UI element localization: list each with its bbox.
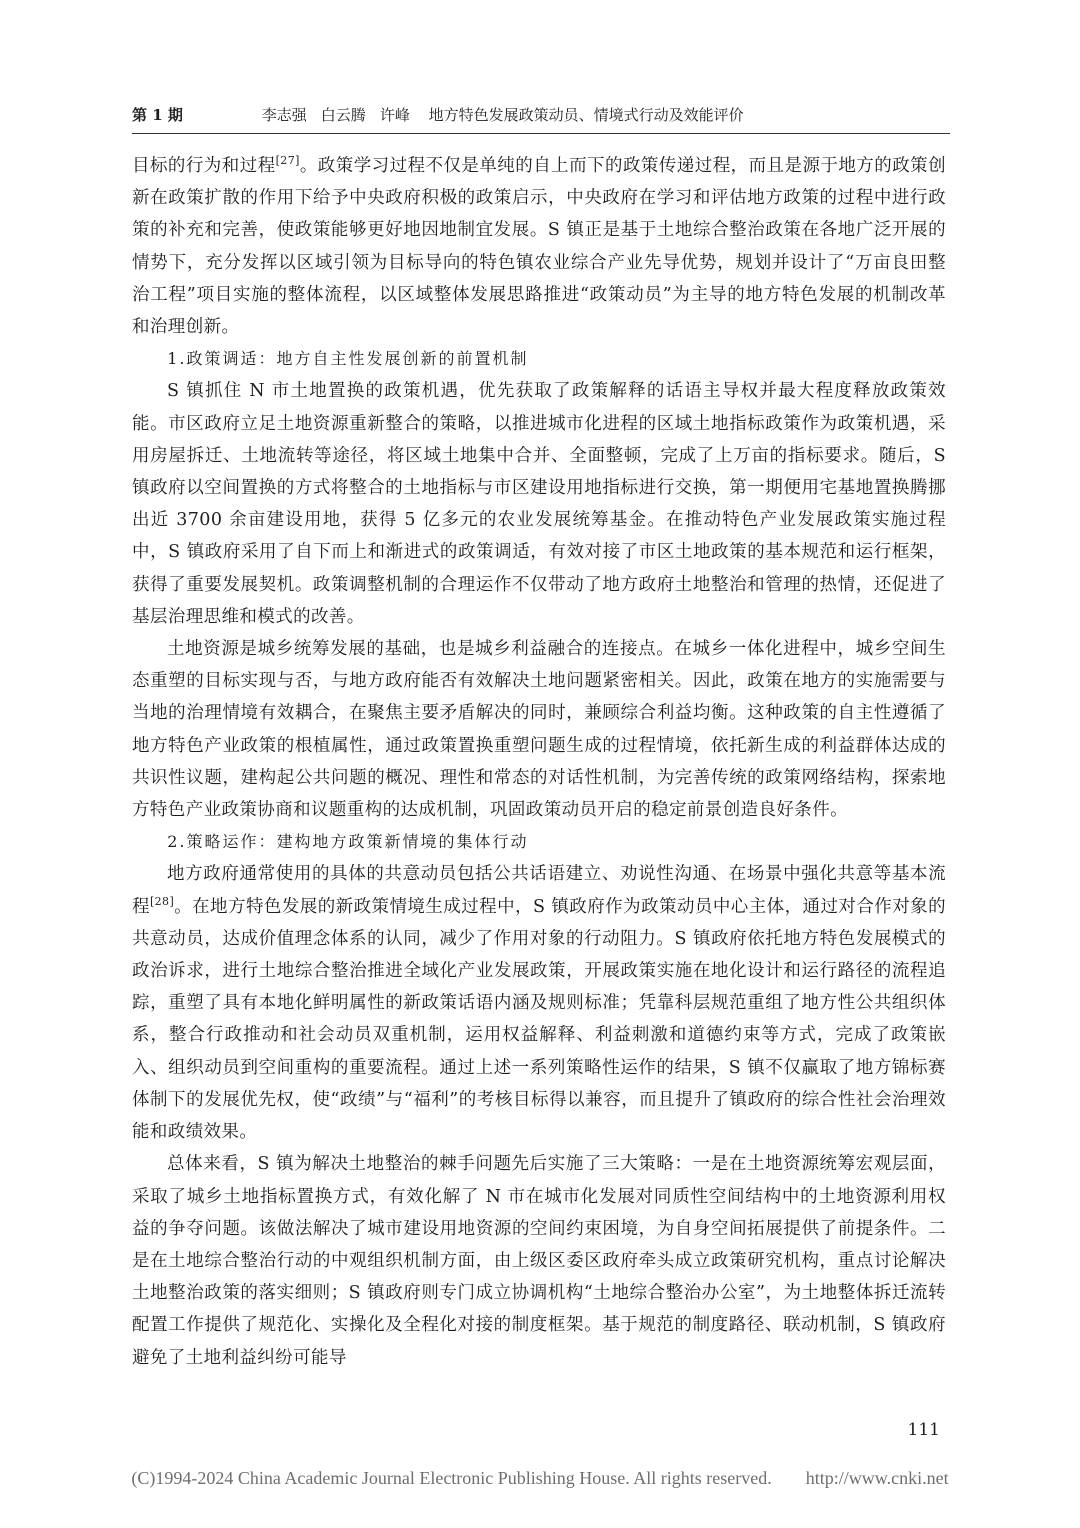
citation-ref: [27] [275,154,300,168]
paragraph-text: 。政策学习过程不仅是单纯的自上而下的政策传递过程，而且是源于地方的政策创新在政策扩散的作用下给予中央政府积极的政策启示，中央政府在学习和评估地方政策的过程中进行政策的补充和完善，使政策能够更好地因地制宜发展。S 镇正是基于土地综合整治政策在各地广泛开展的情势下，充分发挥以区域引领为目标导向的特色镇农业综合产业先导优势，规划并设计了“万亩良田整治工程”项目实施的整体流程，以区域整体发展思路推进“政策动员”为主导的地方特色发展的机制改革和治理创新。 [132,156,946,338]
site-url: http://www.cnki.net [805,1468,949,1488]
author-name: 许峰 [379,106,410,124]
paragraph [132,150,946,343]
section-heading: 2.策略运作：建构地方政策新情境的集体行动 [167,832,529,852]
header-rule [132,133,950,134]
paragraph-text: 目标的行为和过程 [132,156,276,176]
issue-number: 第 1 期 [132,106,183,124]
paragraph-text: 地方政府通常使用的具体的共意动员包括公共话语建立、劝说性沟通、在场景中强化共意等基本流程 [132,864,946,917]
paragraph [132,858,946,1148]
paragraph: 土地资源是城乡统筹发展的基础，也是城乡利益融合的连接点。在城乡一体化进程中，城乡空间生态重塑的目标实现与否，与地方政府能否有效解决土地问题紧密相关。因此，政策在地方的实施需要与当地的治理情境有效耦合，在聚焦主要矛盾解决的同时，兼顾综合利益均衡。这种政策的自主性遵循了地方特色产业政策的根植属性，通过政策置换重塑问题生成的过程情境，依托新生成的利益群体达成的共识性议题，建构起公共问题的概况、理性和常态的对话性机制，为完善传统的政策网络结构，探索地方特色产业政策协商和议题重构的达成机制，巩固政策动员开启的稳定前景创造良好条件。 [132,639,946,821]
section-heading: 1.政策调适：地方自主性发展创新的前置机制 [167,349,529,369]
running-header [132,104,950,126]
citation-ref: [28] [149,894,175,908]
author-name: 白云腾 [320,106,366,124]
article-body [132,150,946,1374]
copyright-text: (C)1994-2024 China Academic Journal Electronic Publishing House. All rights reserved. [131,1468,772,1488]
running-title: 地方特色发展政策动员、情境式行动及效能评价 [428,106,744,124]
paragraph: 总体来看，S 镇为解决土地整治的棘手问题先后实施了三大策略：一是在土地资源统筹宏观层面，采取了城乡土地指标置换方式，有效化解了 N 市在城市化发展对同质性空间结构中的土地资源利用权益的争夺问题。该做法解决了城市建设用地资源的空间约束困境，为自身空间拓展提供了前提条件。二是在土地综合整治行动的中观组织机制方面，由上级区委区政府牵头成立政策研究机构，重点讨论解决土地整治政策的落实细则；S 镇政府则专门成立协调机构“土地综合整治办公室”，为土地整体拆迁流转配置工作提供了规范化、实操化及全程化对接的制度框架。基于规范的制度路径、联动机制，S 镇政府避免了土地利益纠纷可能导 [132,1154,946,1368]
copyright-footer [0,1468,1080,1489]
author-name: 李志强 [261,106,307,124]
page-number: 111 [907,1420,940,1440]
paragraph-text: 。在地方特色发展的新政策情境生成过程中，S 镇政府作为政策动员中心主体，通过对合作对象的共意动员，达成价值理念体系的认同，减少了作用对象的行动阻力。S 镇政府依托地方特色发展模式的政治诉求，进行土地综合整治推进全域化产业发展政策，开展政策实施在地化设计和运行路径的流程追踪，重塑了具有本地化鲜明属性的新政策话语内涵及规则标准；凭靠科层规范重组了地方性公共组织体系，整合行政推动和社会动员双重机制，运用权益解释、利益刺激和道德约束等方式，完成了政策嵌入、组织动员到空间重构的重要流程。通过上述一系列策略性运作的结果，S 镇不仅赢取了地方锦标赛体制下的发展优先权，使“政绩”与“福利”的考核目标得以兼容，而且提升了镇政府的综合性社会治理效能和政绩效果。 [132,896,946,1143]
author-list [262,104,424,126]
paragraph: S 镇抓住 N 市土地置换的政策机遇，优先获取了政策解释的话语主导权并最大程度释放政策效能。市区政府立足土地资源重新整合的策略，以推进城市化进程的区域土地指标政策作为政策机遇，采用房屋拆迁、土地流转等途径，将区域土地集中合并、全面整顿，完成了上万亩的指标要求。随后，S 镇政府以空间置换的方式将整合的土地指标与市区建设用地指标进行交换，第一期便用宅基地置换腾挪出近 3700 余亩建设用地，获得 5 亿多元的农业发展统筹基金。在推动特色产业发展政策实施过程中，S 镇政府采用了自下而上和渐进式的政策调适，有效对接了市区土地政策的基本规范和运行框架，获得了重要发展契机。政策调整机制的合理运作不仅带动了地方政府土地整治和管理的热情，还促进了基层治理思维和模式的改善。 [132,381,946,627]
